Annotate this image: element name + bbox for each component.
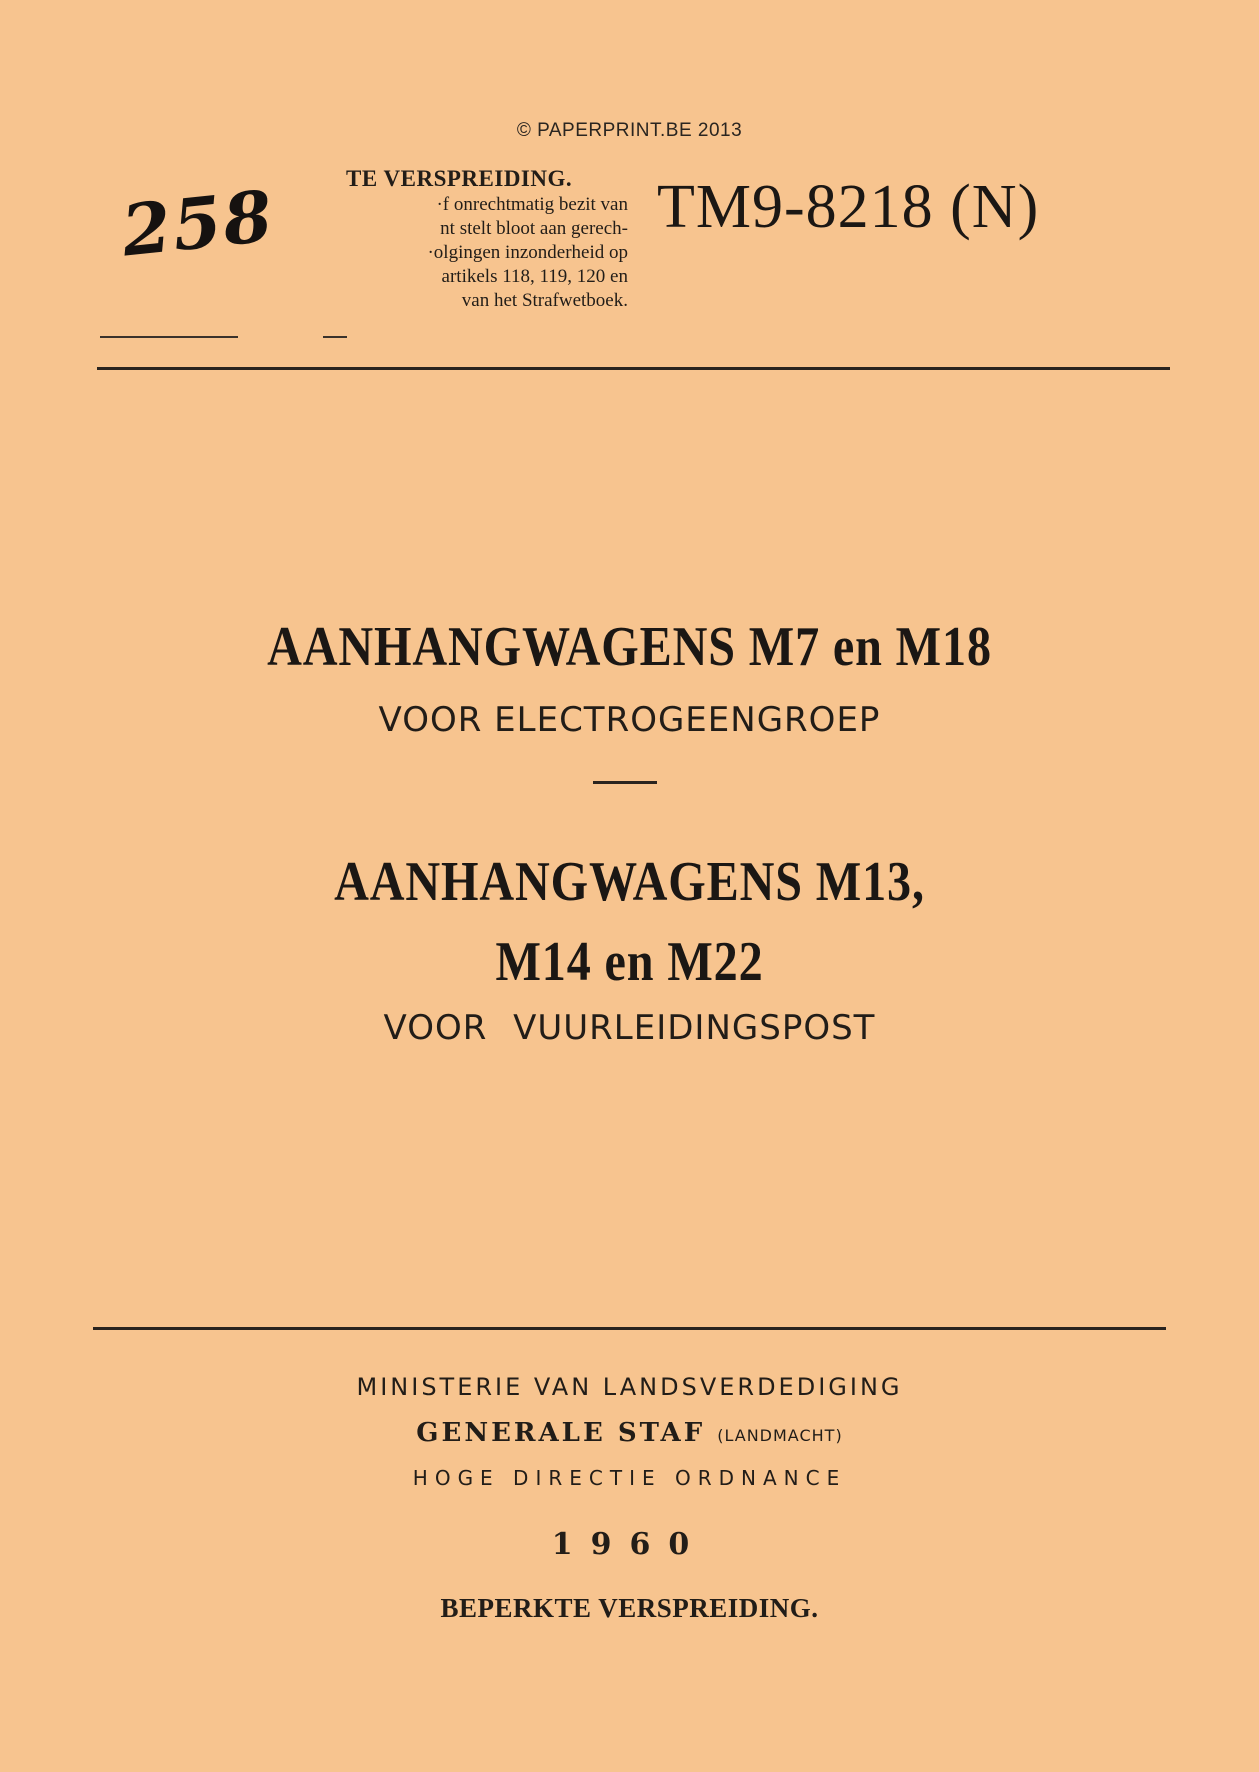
restricted-distribution: BEPERKTE VERSPREIDING. xyxy=(440,1593,819,1623)
footer-beperkte-wrap xyxy=(0,1593,1259,1624)
section2-subtitle-wrap xyxy=(0,1008,1259,1048)
bottom-divider xyxy=(93,1327,1166,1330)
section2-title-line1-wrap xyxy=(0,850,1259,914)
footer-hoge-wrap xyxy=(0,1466,1259,1490)
landmacht-label: (LANDMACHT) xyxy=(717,1426,843,1445)
stamp-underline-mid xyxy=(323,336,347,338)
section1-title: AANHANGWAGENS M7 en M18 xyxy=(267,616,992,678)
top-divider xyxy=(97,367,1170,370)
section2-subtitle: VOOR VUURLEIDINGSPOST xyxy=(383,1008,876,1048)
footer-year-wrap xyxy=(0,1527,1259,1562)
section2-title-line1: AANHANGWAGENS M13, xyxy=(334,851,925,913)
stamp-title: TE VERSPREIDING. xyxy=(346,166,573,191)
stamp-line: nt stelt bloot aan gerech- xyxy=(440,218,628,239)
publication-year: 1960 xyxy=(551,1527,708,1562)
section1-title-wrap xyxy=(0,615,1259,679)
section2-title-line2: M14 en M22 xyxy=(495,931,764,993)
section1-subtitle-wrap xyxy=(0,700,1259,740)
copyright-notice: © PAPERPRINT.BE 2013 xyxy=(516,120,743,141)
section2-title-line2-wrap xyxy=(0,930,1259,994)
tm-code: TM9-8218 (N) xyxy=(657,173,1040,241)
stamp-line: ·f onrechtmatig bezit van xyxy=(436,194,628,215)
handwritten-number: 258 xyxy=(118,174,278,273)
stamp-line: ·olgingen inzonderheid op xyxy=(427,242,628,263)
section1-subtitle: VOOR ELECTROGEENGROEP xyxy=(378,700,881,740)
general-staff-line xyxy=(0,1418,1259,1448)
distribution-stamp xyxy=(338,165,628,313)
section-divider xyxy=(593,781,657,784)
stamp-line: artikels 118, 119, 120 en xyxy=(441,266,628,287)
footer-generale-wrap xyxy=(0,1418,1259,1448)
directorate-name: HOGE DIRECTIE ORDNANCE xyxy=(412,1466,847,1490)
general-staff: GENERALE STAF xyxy=(416,1418,706,1448)
ministry-name: MINISTERIE VAN LANDSVERDEDIGING xyxy=(356,1373,903,1401)
stamp-underline-left xyxy=(100,336,238,338)
stamp-line: van het Strafwetboek. xyxy=(461,290,628,311)
footer-ministerie-wrap xyxy=(0,1373,1259,1401)
